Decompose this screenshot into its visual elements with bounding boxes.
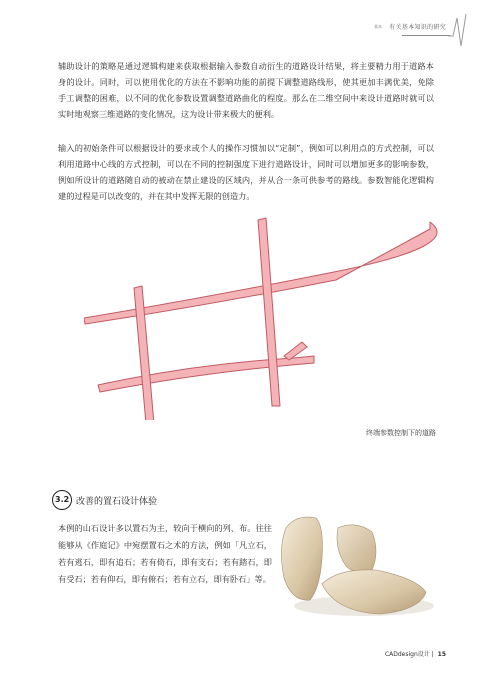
page-number: 15 — [437, 651, 446, 658]
running-title: 有关基本知识的研究 — [389, 24, 446, 31]
section-paragraph: 本例的山石设计多以置石为主，较向于横向的列、布。往往能够从《作庭记》中宛摆置石之术的方法，例如「凡立石，若有逃石，即有追石；若有倚石，即有支石；若有踏石，即有受石；若有仰石，即有俯石；若有立石，即有卧石」等。 — [58, 523, 272, 584]
footer-label: CADdesign设计 — [384, 651, 430, 658]
stone-left — [281, 517, 322, 600]
body-paragraph-1: 辅助设计的策略是通过逻辑构建来获取根据输入参数自动衍生的道路设计结果，将主要精力用于道路本身的设计。同时，可以使用优化的方法在不影响功能的前提下调整道路线形，使其更加丰满优美，免除手工调整的困难，以不同的优化参数设置调整道路曲化的程度。那么在二维空间中来设计道路时就可以实时地观察三维道路的变化情况，这为设计带来极大的便利。 — [58, 61, 434, 119]
page-header — [0, 0, 482, 40]
page-footer — [385, 649, 446, 658]
section-number: 3.2 — [55, 495, 70, 504]
header-accent-mark — [448, 10, 468, 50]
stones-image — [276, 508, 436, 624]
road-network-illustration — [84, 210, 444, 420]
road-figure — [84, 210, 444, 424]
stone-middle — [337, 525, 376, 572]
section-title: 改善的置石设计体验 — [76, 497, 158, 507]
road-lower-curve — [98, 356, 314, 392]
stone-arrangement-illustration — [276, 508, 436, 620]
figure-caption: 终端参数控制下的道路 — [366, 429, 436, 437]
footer-separator: | — [431, 651, 434, 658]
road-right-vertical — [258, 218, 280, 406]
section-heading — [52, 490, 252, 510]
section-number-badge — [52, 490, 72, 510]
header-small-label: 基本 — [374, 24, 382, 29]
body-paragraph-2: 输入的初始条件可以根据设计的要求或个人的操作习惯加以“定制”，例如可以利用点的方式控制，可以利用道路中心线的方式控制，可以在不同的控制强度下进行道路设计，同时可以增加更多的影响参数，例如所设计的道路随自动的被动在禁止建设的区域内，并从合一条可供参考的路线。参数智能化逻辑构建的过程是可以改变的，并在其中发挥无限的创造力。 — [58, 143, 434, 201]
header-rule — [402, 35, 450, 36]
